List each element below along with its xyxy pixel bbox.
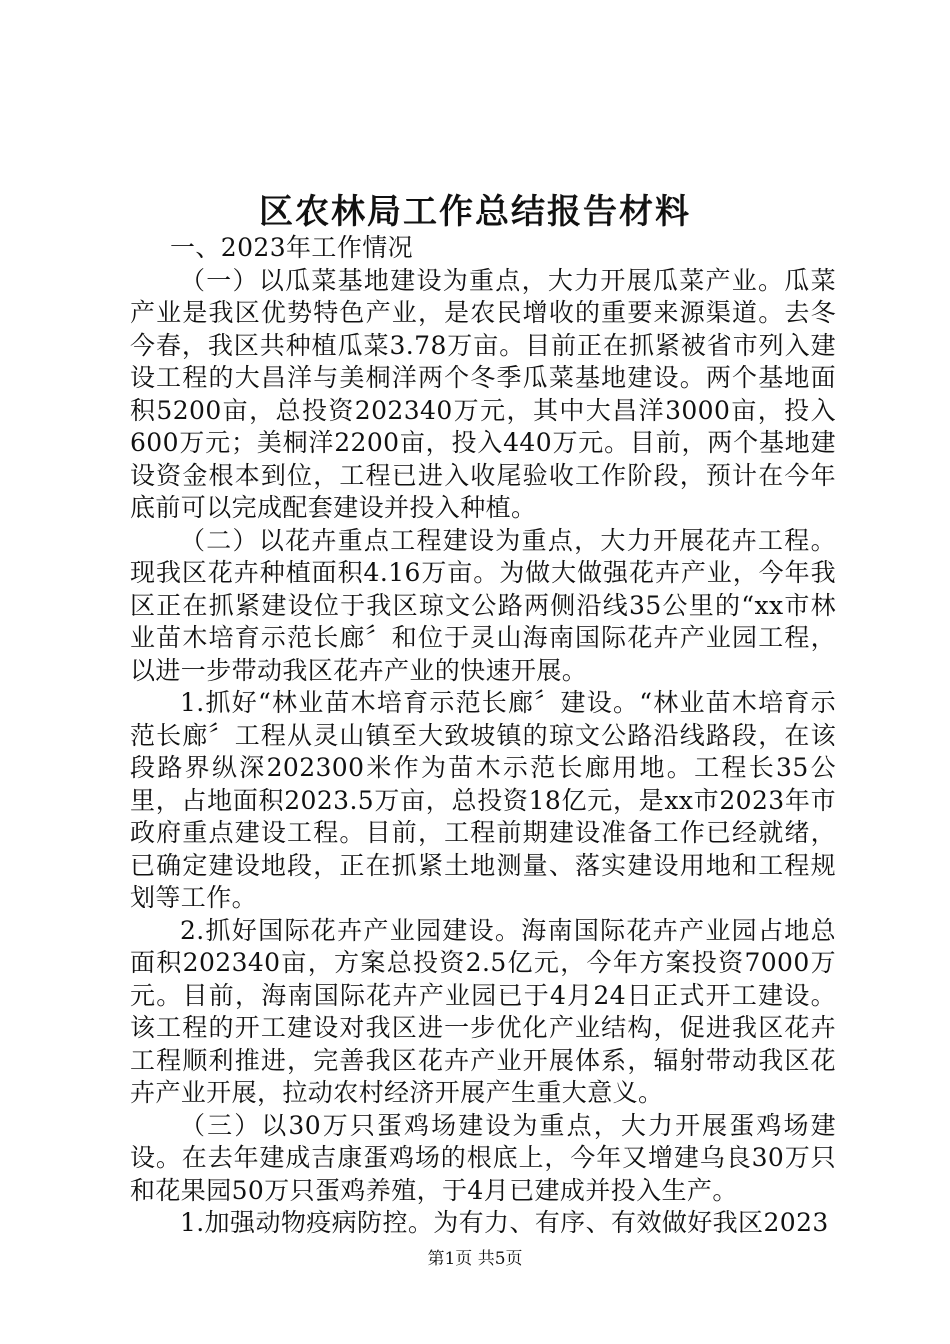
page-footer: 第1页 共5页 bbox=[427, 1249, 523, 1269]
document-title: 区农林局工作总结报告材料 bbox=[259, 192, 691, 232]
paragraph-flower-park: 2.抓好国际花卉产业园建设。海南国际花卉产业园占地总面积202340亩，方案总投资2.5亿元，今年方案投资7000万元。目前，海南国际花卉产业园已于4月24日正式开工建设。该工程的开工建设对我区进一步优化产业结构，促进我区花卉工程顺利推进，完善我区花卉产业开展体系，辐射带动我区花卉产业开展，拉动农村经济开展产生重大意义。 bbox=[130, 915, 836, 1107]
paragraph-nursery-corridor: 1.抓好“林业苗木培育示范长廊〞建设。“林业苗木培育示范长廊〞工程从灵山镇至大致坡镇的琼文公路沿线路段，在该段路界纵深202300米作为苗木示范长廊用地。工程长35公里，占地面积2023.5万亩，总投资18亿元，是xx市2023年市政府重点建设工程。目前，工程前期建设准备工作已经就绪，已确定建设地段，正在抓紧土地测量、落实建设用地和工程规划等工作。 bbox=[130, 688, 836, 912]
paragraph-vegetable-base: （一）以瓜菜基地建设为重点，大力开展瓜菜产业。瓜菜产业是我区优势特色产业，是农民增收的重要来源渠道。去冬今春，我区共种植瓜菜3.78万亩。目前正在抓紧被省市列入建设工程的大昌洋与美桐洋两个冬季瓜菜基地建设。两个基地面积5200亩，总投资202340万元，其中大昌洋3000亩，投入600万元；美桐洋2200亩，投入440万元。目前，两个基地建设资金根本到位，工程已进入收尾验收工作阶段，预计在今年底前可以完成配套建设并投入种植。 bbox=[130, 265, 836, 522]
section-heading: 一、2023年工作情况 bbox=[170, 233, 414, 262]
paragraph-flower-project: （二）以花卉重点工程建设为重点，大力开展花卉工程。现我区花卉种植面积4.16万亩。为做大做强花卉产业，今年我区正在抓紧建设位于我区琼文公路两侧沿线35公里的“xx市林业苗木培育示范长廊〞和位于灵山海南国际花卉产业园工程，以进一步带动我区花卉产业的快速开展。 bbox=[130, 525, 836, 685]
document-body bbox=[130, 232, 836, 1240]
paragraph-disease-control: 1.加强动物疫病防控。为有力、有序、有效做好我区2023 bbox=[180, 1208, 829, 1237]
paragraph-layer-farm: （三）以30万只蛋鸡场建设为重点，大力开展蛋鸡场建设。在去年建成吉康蛋鸡场的根底上，今年又增建乌良30万只和花果园50万只蛋鸡养殖，于4月已建成并投入生产。 bbox=[130, 1110, 836, 1205]
